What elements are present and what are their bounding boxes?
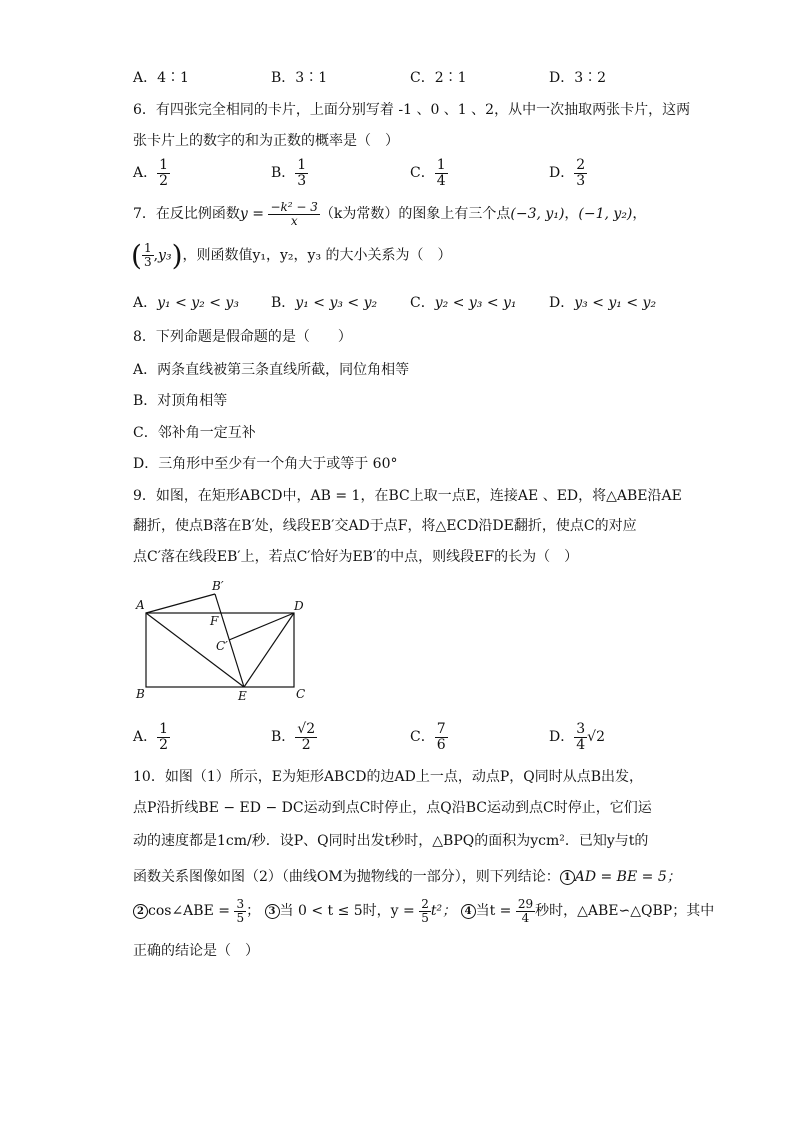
q7-stem-line1: 7．在反比例函数y = $\frac{\text{−k² − 3}}{x}$ （k为常数）的图象上有三个点(−3, y₁)，(−1, y₂)，: [133, 200, 647, 228]
q10-stem-line4: 函数关系图像如图（2）（曲线OM为抛物线的一部分），则下列结论： 1 AD = BE = 5；: [133, 869, 681, 885]
label-c: C: [296, 687, 306, 701]
q5-option-c: C．2∶1: [410, 70, 467, 86]
q10-stem-line1: 10．如图（1）所示，E为矩形ABCD的边AD上一点，动点P，Q同时从点B出发，: [133, 769, 644, 785]
q9-stem-line3: 点C′落在线段EB′上，若点C′恰好为EB′的中点，则线段EF的长为（ ）: [133, 549, 579, 565]
q8-option-b: B．对顶角相等: [133, 393, 228, 409]
q5-option-a: A．4∶1: [133, 70, 189, 86]
conclusion-1: AD = BE = 5；: [574, 869, 681, 885]
q7-option-b: B．y₁ < y₃ < y₂: [271, 295, 378, 311]
q10-stem-line6: 正确的结论是（ ）: [133, 943, 259, 959]
q10-stem-line3: 动的速度都是1cm/秒．设P、Q同时出发t秒时，△BPQ的面积为ycm²．已知y与t的: [133, 833, 649, 849]
label-f: F: [210, 614, 219, 628]
q8-stem: 8．下列命题是假命题的是（ ）: [133, 329, 352, 345]
q9-option-d: D． $\frac{3}{4}$ √2: [549, 721, 605, 753]
segment-ae: [146, 613, 244, 687]
q8-option-c: C．邻补角一定互补: [133, 425, 256, 441]
q6-option-a: A． $\frac{1}{2}$: [133, 157, 169, 189]
label-d: D: [294, 599, 304, 613]
conclusion-1-marker: 1: [560, 870, 575, 885]
q6-option-b: B． $\frac{1}{3}$: [271, 157, 307, 189]
q8-option-d: D．三角形中至少有一个角大于或等于 60°: [133, 456, 398, 472]
q6-stem-line1: 6．有四张完全相同的卡片，上面分别写着 -1 、0 、1 、2，从中一次抽取两张卡片，这两: [133, 102, 691, 118]
conclusion-4-marker: 4: [461, 904, 476, 919]
q9-stem-line1: 9．如图，在矩形ABCD中，AB = 1，在BC上取一点E，连接AE 、ED，将△ABE沿AE: [133, 488, 682, 504]
q10-stem-line2: 点P沿折线BE − ED − DC运动到点C时停止，点Q沿BC运动到点C时停止，它们运: [133, 800, 652, 816]
q5-option-b: B．3∶1: [271, 70, 328, 86]
segment-ab1: [146, 594, 215, 613]
label-b: B: [136, 687, 145, 701]
q7-option-a: A．y₁ < y₂ < y₃: [133, 295, 239, 311]
q6-stem-line2: 张卡片上的数字的和为正数的概率是（ ）: [133, 133, 399, 149]
q10-stem-line5: 2 cos∠ABE = $\frac{3}{5}$ ； 3 当 0 < t ≤ 5时，y = $\frac{2}{5}$ t²； 4 当t = $\frac{29}{4}$ 秒时，△ABE∽△QBP；其中: [133, 898, 714, 924]
conclusion-2-marker: 2: [133, 904, 148, 919]
q8-option-a: A．两条直线被第三条直线所截，同位角相等: [133, 362, 410, 378]
label-a: A: [136, 598, 145, 612]
label-b-prime: B′: [212, 579, 224, 593]
q9-option-a: A． $\frac{1}{2}$: [133, 721, 169, 753]
q5-option-d: D．3∶2: [549, 70, 607, 86]
q7-stem-line2: ( $\frac{1}{3}$ ,y₃)，则函数值y₁，y₂，y₃ 的大小关系为（ ）: [131, 239, 452, 272]
label-c-prime: C′: [216, 639, 228, 653]
conclusion-3-marker: 3: [265, 904, 280, 919]
q6-option-c: C． $\frac{1}{4}$: [410, 157, 446, 189]
q9-figure: [130, 576, 320, 706]
q9-option-c: C． $\frac{7}{6}$: [410, 721, 446, 753]
q6-option-d: D． $\frac{2}{3}$: [549, 157, 586, 189]
label-e: E: [238, 689, 247, 703]
q9-option-b: B． $\frac{√2}{2}$: [271, 721, 316, 753]
q7-option-c: C．y₂ < y₃ < y₁: [410, 295, 517, 311]
segment-ed: [244, 613, 294, 687]
q9-stem-line2: 翻折，使点B落在B′处，线段EB′交AD于点F，将△ECD沿DE翻折，使点C的对应: [133, 518, 637, 534]
q7-option-d: D．y₃ < y₁ < y₂: [549, 295, 657, 311]
